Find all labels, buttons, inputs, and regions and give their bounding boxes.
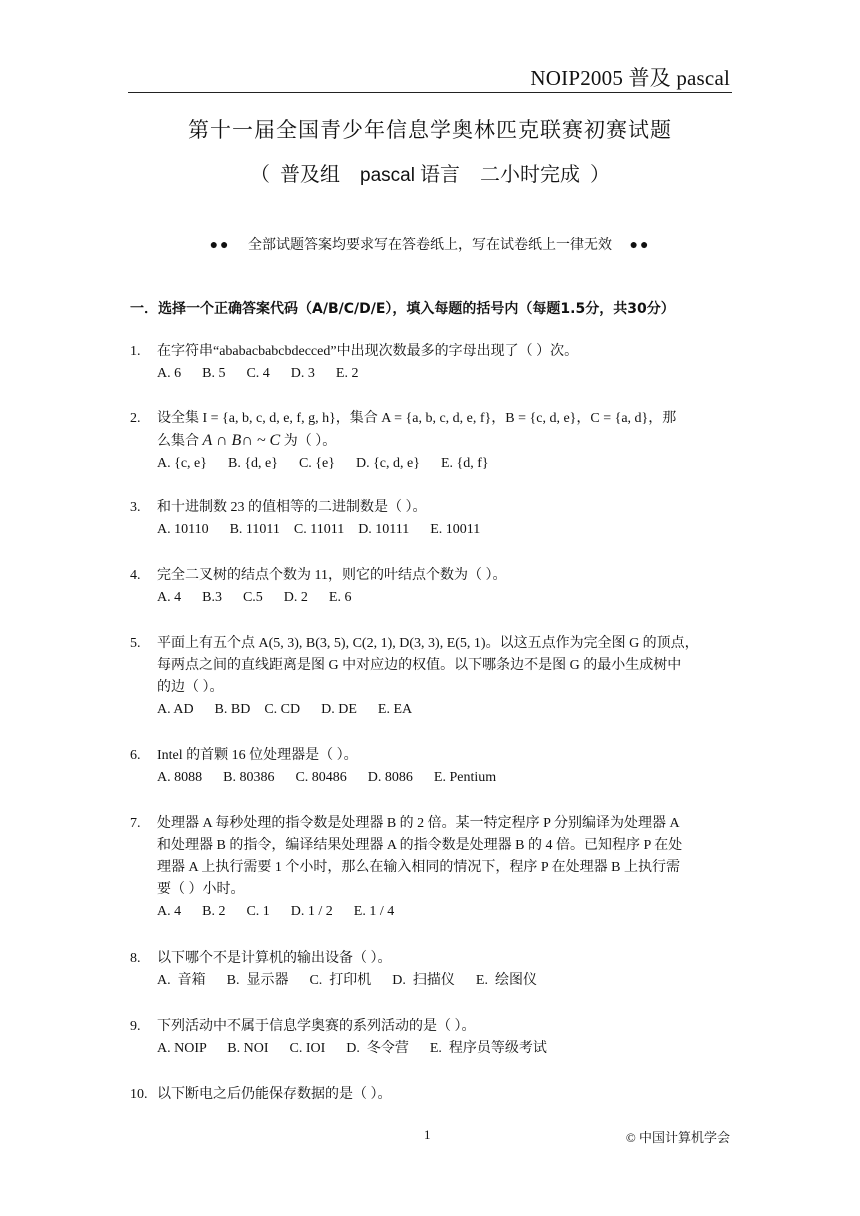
question-2 xyxy=(130,408,736,475)
question-text: 和十进制数 23 的值相等的二进制数是（ ）。 xyxy=(157,500,427,515)
question-text-line-2 xyxy=(157,430,736,453)
question-text: 在字符串“ababacbabcbdecced”中出现次数最多的字母出现了（ ）次。 xyxy=(157,344,579,359)
question-options: A. 4 B.3 C.5 D. 2 E. 6 xyxy=(157,590,352,605)
question-text-post: 为（ ）。 xyxy=(280,434,337,449)
question-options: A. 6 B. 5 C. 4 D. 3 E. 2 xyxy=(157,366,359,381)
question-options: A. 10110 B. 11011 C. 11011 D. 10111 E. 10011 xyxy=(157,522,481,537)
question-text: 要（ ）小时。 xyxy=(157,882,245,897)
header-title: NOIP2005 普及 pascal xyxy=(530,66,730,90)
question-10 xyxy=(130,1084,736,1106)
question-options: A. 音箱 B. 显示器 C. 打印机 D. 扫描仪 E. 绘图仪 xyxy=(157,973,537,988)
question-number: 2. xyxy=(130,411,141,426)
question-text: 每两点之间的直线距离是图 G 中对应边的权值。以下哪条边不是图 G 的最小生成树中 xyxy=(157,658,682,673)
question-8 xyxy=(130,948,736,992)
question-number: 10. xyxy=(130,1087,148,1102)
question-7 xyxy=(130,813,736,923)
question-options: A. NOIP B. NOI C. IOI D. 冬令营 E. 程序员等级考试 xyxy=(157,1041,547,1056)
question-options: A. 4 B. 2 C. 1 D. 1 / 2 E. 1 / 4 xyxy=(157,904,395,919)
question-options: A. 8088 B. 80386 C. 80486 D. 8086 E. Pentium xyxy=(157,770,497,785)
exam-notice xyxy=(0,234,860,254)
question-text: 以下哪个不是计算机的输出设备（ ）。 xyxy=(157,951,392,966)
question-number: 1. xyxy=(130,344,141,359)
question-options: A. AD B. BD C. CD D. DE E. EA xyxy=(157,702,413,717)
question-text: 的边（ ）。 xyxy=(157,680,224,695)
question-number: 4. xyxy=(130,568,141,583)
question-number: 5. xyxy=(130,636,141,651)
question-number: 3. xyxy=(130,500,141,515)
question-text: 以下断电之后仍能保存数据的是（ ）。 xyxy=(157,1087,392,1102)
exam-title: 第十一届全国青少年信息学奥林匹克联赛初赛试题 xyxy=(188,118,672,142)
question-text: 理器 A 上执行需要 1 个小时，那么在输入相同的情况下，程序 P 在处理器 B 上执行需 xyxy=(157,860,680,875)
header-rule xyxy=(128,92,732,93)
question-number: 9. xyxy=(130,1019,141,1034)
question-text: 平面上有五个点 A(5, 3), B(3, 5), C(2, 1), D(3, 3), E(5, 1)。以这五点作为完全图 G 的顶点， xyxy=(157,636,699,651)
question-number: 7. xyxy=(130,816,141,831)
question-text: Intel 的首颗 16 位处理器是（ ）。 xyxy=(157,748,358,763)
question-text: 设全集 I = {a, b, c, d, e, f, g, h}，集合 A = {a, b, c, d, e, f}，B = {c, d, e}，C = {a, d}，那 xyxy=(157,411,677,426)
notice-dots-right: ●● xyxy=(629,238,651,253)
section-heading: 一．选择一个正确答案代码（A/B/C/D/E），填入每题的括号内（每题1.5分，共30分） xyxy=(130,301,675,317)
question-4 xyxy=(130,565,736,609)
notice-dots-left: ●● xyxy=(209,238,231,253)
question-number: 8. xyxy=(130,951,141,966)
question-text: 下列活动中不属于信息学奥赛的系列活动的是（ ）。 xyxy=(157,1019,476,1034)
question-text: 和处理器 B 的指令，编译结果处理器 A 的指令数是处理器 B 的 4 倍。已知程序 P 在处 xyxy=(157,838,683,853)
question-5 xyxy=(130,633,736,721)
question-text: 处理器 A 每秒处理的指令数是处理器 B 的 2 倍。某一特定程序 P 分别编译为处理器 A xyxy=(157,816,680,831)
page-number: 1 xyxy=(424,1127,431,1142)
question-1 xyxy=(130,341,736,385)
question-text: 完全二叉树的结点个数为 11，则它的叶结点个数为（ ）。 xyxy=(157,568,507,583)
subtitle-prefix: （ 普及组 xyxy=(250,164,361,186)
question-3 xyxy=(130,497,736,541)
exam-subtitle xyxy=(0,158,860,187)
subtitle-language: pascal xyxy=(360,165,415,186)
copyright-notice: © 中国计算机学会 xyxy=(625,1130,730,1145)
question-6 xyxy=(130,745,736,789)
question-number: 6. xyxy=(130,748,141,763)
question-text-pre: 么集合 xyxy=(157,434,203,449)
question-9 xyxy=(130,1016,736,1060)
notice-text: 全部试题答案均要求写在答卷纸上，写在试卷纸上一律无效 xyxy=(248,238,612,253)
set-expression: A ∩ B∩ ~ C xyxy=(202,432,281,449)
subtitle-suffix: 语言 二小时完成 ） xyxy=(414,164,610,186)
question-options: A. {c, e} B. {d, e} C. {e} D. {c, d, e} E. {d, f} xyxy=(157,456,489,471)
